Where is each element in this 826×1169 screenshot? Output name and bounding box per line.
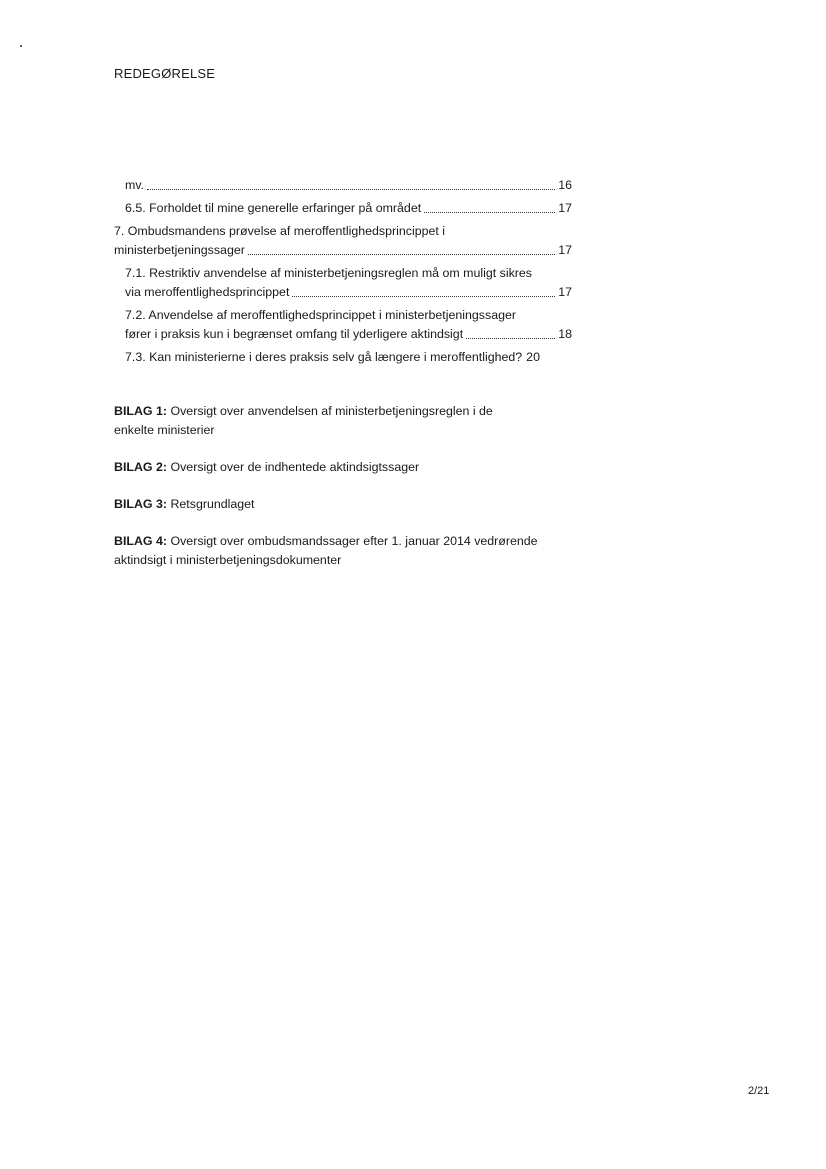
toc-entry-text-line1: 7. Ombudsmandens prøvelse af meroffentlighedsprincippet i [114, 224, 446, 238]
appendix-1 [114, 402, 584, 440]
appendix-title-line1: Retsgrundlaget [170, 497, 255, 511]
toc-page-number: 17 [558, 285, 572, 299]
toc-leader [292, 296, 555, 297]
toc-page-number: 16 [558, 178, 572, 192]
toc-entry-text-line1: 7.2. Anvendelse af meroffentlighedsprincippet i ministerbetjeningssager [125, 308, 517, 322]
toc-entry-7-3 [114, 348, 572, 367]
appendix-title-line2: aktindsigt i ministerbetjeningsdokumenter [114, 553, 342, 567]
page-number: 2/21 [748, 1085, 770, 1097]
appendix-3 [114, 495, 584, 514]
toc-entry-text-line1: 7.1. Restriktiv anvendelse af ministerbetjeningsreglen må om muligt sikres [125, 266, 533, 280]
appendix-label: BILAG 2: [114, 460, 168, 474]
toc-entry-7-1 [114, 264, 572, 302]
toc-leader [466, 338, 555, 339]
appendix-label: BILAG 3: [114, 497, 168, 511]
toc-page-number: 20 [526, 350, 540, 364]
appendix-2 [114, 458, 584, 477]
appendix-title-line1: Oversigt over anvendelsen af ministerbetjeningsreglen i de [170, 404, 493, 418]
toc-entry-text: mv. [125, 178, 145, 192]
toc-entry-text-line2: fører i praksis kun i begrænset omfang til yderligere aktindsigt [125, 327, 464, 341]
appendix-title-line1: Oversigt over de indhentede aktindsigtssager [170, 460, 420, 474]
toc-entry-text-line2: via meroffentlighedsprincippet [125, 285, 290, 299]
scan-speck [20, 45, 22, 47]
toc-entry-mv [114, 176, 572, 195]
toc-page-number: 18 [558, 327, 572, 341]
appendix-title-line2: enkelte ministerier [114, 423, 215, 437]
toc-leader [147, 189, 555, 190]
toc-leader [248, 254, 555, 255]
toc-leader [424, 212, 555, 213]
toc-page-number: 17 [558, 201, 572, 215]
appendix-4 [114, 532, 584, 570]
toc-entry-7-2 [114, 306, 572, 344]
toc-entry-text: 7.3. Kan ministerierne i deres praksis selv gå længere i meroffentlighed? [125, 350, 523, 364]
toc-entry-text-line2: ministerbetjeningssager [114, 243, 245, 257]
toc-entry-text: 6.5. Forholdet til mine generelle erfaringer på området [125, 201, 422, 215]
appendix-title-line1: Oversigt over ombudsmandssager efter 1. januar 2014 vedrørende [170, 534, 538, 548]
toc-entry-7 [114, 222, 572, 260]
document-header: REDEGØRELSE [114, 66, 216, 81]
table-of-contents [114, 176, 572, 367]
appendix-label: BILAG 4: [114, 534, 168, 548]
toc-entry-6-5 [114, 199, 572, 218]
toc-page-number: 17 [558, 243, 572, 257]
appendix-label: BILAG 1: [114, 404, 168, 418]
